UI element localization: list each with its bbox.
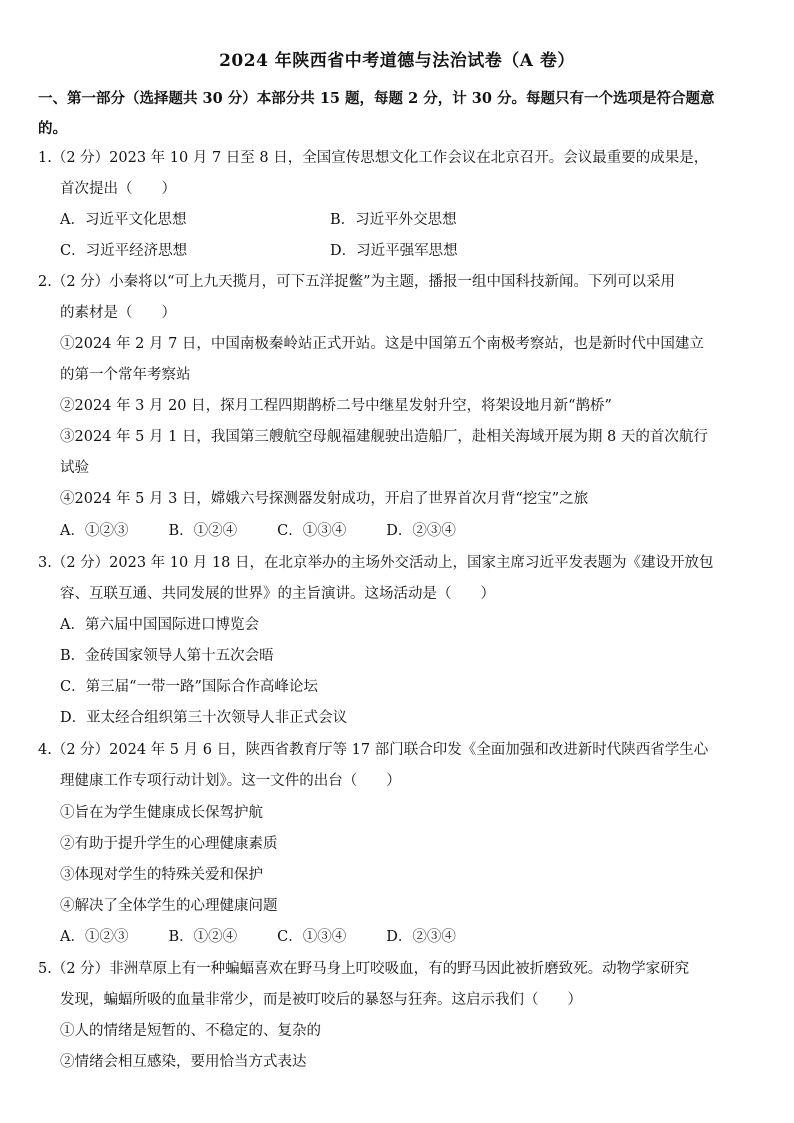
q1-option-a: A．习近平文化思想: [60, 212, 187, 228]
q4-option-d: D．②③④: [386, 929, 456, 945]
q2-option-d: D．②③④: [386, 523, 456, 539]
q3-option-c: C．第三届“一带一路”国际合作高峰论坛: [60, 679, 318, 695]
q2-option-c: C．①③④: [277, 523, 347, 539]
q1-stem-line1: 1.（2 分）2023 年 10 月 7 日至 8 日，全国宣传思想文化工作会议在北京召开。会议最重要的成果是，: [38, 150, 709, 166]
q3-option-d: D．亚太经合组织第三十次领导人非正式会议: [60, 710, 348, 726]
q2-statement-4: ④2024 年 5 月 3 日，嫦娥六号探测器发射成功，开启了世界首次月背“挖宝”之旅: [60, 491, 589, 507]
section-heading: [38, 84, 764, 144]
q4-statement-1: ①旨在为学生健康成长保驾护航: [60, 805, 263, 821]
q3-stem-line1: 3.（2 分）2023 年 10 月 18 日，在北京举办的主场外交活动上，国家主席习近平发表题为《建设开放包: [38, 555, 714, 571]
q4-stem-line2: 理健康工作专项行动计划》。这一文件的出台（ ）: [60, 773, 401, 789]
q1-option-b: B．习近平外交思想: [330, 212, 457, 228]
q2-statement-1a: ①2024 年 2 月 7 日，中国南极秦岭站正式开站。这是中国第五个南极考察站，也是新时代中国建立: [60, 336, 704, 352]
q2-option-b: B．①②④: [168, 523, 238, 539]
q3-option-b: B．金砖国家领导人第十五次会晤: [60, 648, 274, 664]
q4-stem-line1: 4.（2 分）2024 年 5 月 6 日，陕西省教育厅等 17 部门联合印发《全面加强和改进新时代陕西省学生心: [38, 742, 709, 758]
q2-stem-line1: 2.（2 分）小秦将以“可上九天揽月，可下五洋捉鳖”为主题，播报一组中国科技新闻。下列可以采用: [38, 274, 675, 290]
q5-statement-1: ①人的情绪是短暂的、不稳定的、复杂的: [60, 1023, 321, 1039]
q5-statement-2: ②情绪会相互感染，要用恰当方式表达: [60, 1054, 307, 1070]
q1-option-c: C．习近平经济思想: [60, 243, 188, 259]
q2-statement-2: ②2024 年 3 月 20 日，探月工程四期鹊桥二号中继星发射升空，将架设地月新“鹊桥”: [60, 398, 612, 414]
section-heading-line2: 的。: [38, 120, 67, 137]
exam-title: 2024 年陕西省中考道德与法治试卷（A 卷）: [219, 51, 575, 71]
q2-stem-line2: 的素材是（ ）: [60, 305, 176, 321]
q3-option-a: A．第六届中国国际进口博览会: [60, 617, 259, 633]
q4-option-a: A．①②③: [60, 929, 129, 945]
q4-options: [60, 927, 496, 947]
q2-options: [60, 521, 496, 541]
q5-stem-line1: 5.（2 分）非洲草原上有一种蝙蝠喜欢在野马身上叮咬吸血，有的野马因此被折磨致死。动物学家研究: [38, 961, 690, 977]
section-heading-line1: 一、第一部分（选择题共 30 分）本部分共 15 题，每题 2 分，计 30 分。每题只有一个选项是符合题意: [38, 90, 715, 107]
q2-option-a: A．①②③: [60, 523, 129, 539]
q3-stem-line2: 容、互联互通、共同发展的世界》的主旨演讲。这场活动是（ ）: [60, 586, 495, 602]
q2-statement-3a: ③2024 年 5 月 1 日，我国第三艘航空母舰福建舰驶出造船厂，赴相关海域开展为期 8 天的首次航行: [60, 429, 708, 445]
q4-statement-4: ④解决了全体学生的心理健康问题: [60, 898, 278, 914]
q4-option-b: B．①②④: [168, 929, 238, 945]
q5-stem-line2: 发现，蝙蝠所吸的血量非常少，而是被叮咬后的暴怒与狂奔。这启示我们（ ）: [60, 992, 582, 1008]
q1-stem-line2: 首次提出（ ）: [60, 181, 176, 197]
q2-statement-3b: 试验: [60, 460, 89, 476]
q4-statement-3: ③体现对学生的特殊关爱和保护: [60, 867, 263, 883]
q2-statement-1b: 的第一个常年考察站: [60, 367, 191, 383]
q4-statement-2: ②有助于提升学生的心理健康素质: [60, 836, 278, 852]
q4-option-c: C．①③④: [277, 929, 347, 945]
q1-option-d: D．习近平强军思想: [330, 243, 458, 259]
